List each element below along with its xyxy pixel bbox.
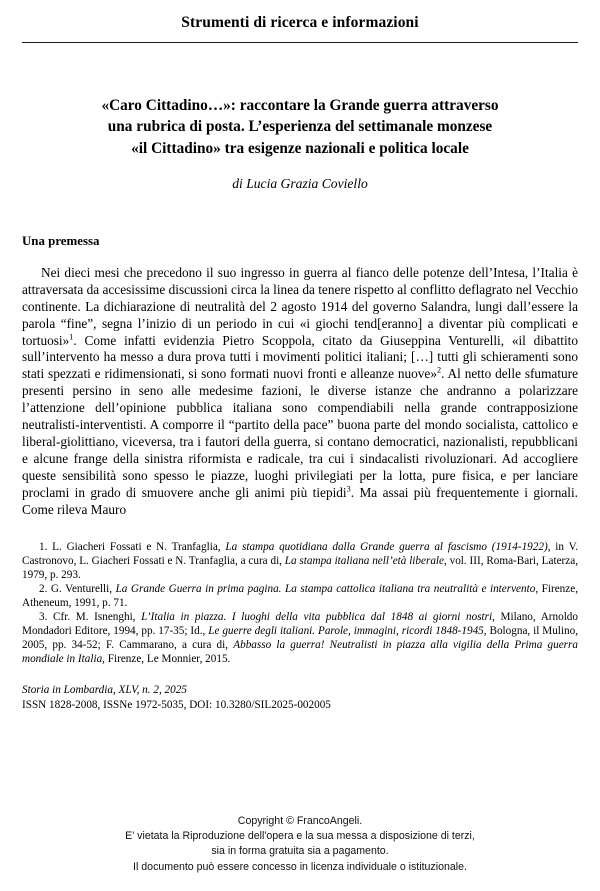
copyright-line-4: Il documento può essere concesso in licenza individuale o istituzionale. <box>133 860 467 873</box>
footnote-2: 2. G. Venturelli, La Grande Guerra in prima pagina. La stampa cattolica italiana tra neutralità e intervento, Firenze, Atheneum, 1991, p. 71. <box>22 582 578 609</box>
copyright-line-3: sia in forma gratuita sia a pagamento. <box>211 845 389 858</box>
article-title-line-1: «Caro Cittadino…»: raccontare la Grande guerra attraverso <box>101 97 499 115</box>
section-heading: Una premessa <box>22 233 100 248</box>
copyright-line-1: Copyright © FrancoAngeli. <box>237 814 363 827</box>
journal-title-line: Storia in Lombardia, XLV, n. 2, 2025 <box>22 684 187 697</box>
article-title-line-2: una rubrica di posta. L’esperienza del settimanale monzese <box>107 118 493 136</box>
journal-issn-doi-line: ISSN 1828-2008, ISSNe 1972-5035, DOI: 10.3280/SIL2025-002005 <box>22 699 331 712</box>
footnotes-block <box>22 541 578 666</box>
copyright-notice <box>0 814 600 875</box>
body-text <box>22 265 578 519</box>
article-title <box>22 95 578 158</box>
article-title-line-3: «il Cittadino» tra esigenze nazionali e politica locale <box>131 139 469 157</box>
footnote-3: 3. Cfr. M. Isnenghi, L’Italia in piazza. I luoghi della vita pubblica dal 1848 ai giorni nostri, Milano, Arnoldo Mondadori Editore, 1994, pp. 17-35; Id., Le guerre degli italiani. Parole, immagini, ricordi 1848-1945, Bologna, il Mulino, 2005, pp. 34-52; F. Cammarano, a cura di, Abbasso la guerra! Neutralisti in piazza alla vigilia della Prima guerra mondiale in Italia, Firenze, Le Monnier, 2015. <box>22 610 578 665</box>
copyright-line-2: E' vietata la Riproduzione dell'opera e la sua messa a disposizione di terzi, <box>125 829 475 842</box>
journal-identification <box>22 683 578 713</box>
running-head: Strumenti di ricerca e informazioni <box>181 14 419 31</box>
footnote-1: 1. L. Giacheri Fossati e N. Tranfaglia, La stampa quotidiana dalla Grande guerra al fascismo (1914-1922), in V. Castronovo, L. Giacheri Fossati e N. Tranfaglia, a cura di, La stampa italiana nell’età liberale, vol. III, Roma-Bari, Laterza, 1979, p. 293. <box>22 541 579 581</box>
article-author: di Lucia Grazia Coviello <box>232 175 368 191</box>
header-divider-rule <box>22 42 578 43</box>
body-paragraph: Nei dieci mesi che precedono il suo ingresso in guerra al fianco delle potenze dell’Intesa, l’Italia è attraversata da accesissime discussioni circa la linea da tenere rispetto al conflitto deflagrato nel Vecchio continente. La dichiarazione di neutralità del 2 agosto 1914 del governo Salandra, lungi dall’essere la parola “fine”, segna l’inizio di un periodo in cui «i giochi tend[eranno] a diventar più complicati e tortuosi»$^1$. Come infatti evidenzia Pietro Scoppola, citato da Giuseppina Venturelli, «il dibattito sull’intervento ha messo a dura prova tutti i movimenti politici italiani; […] tutti gli schieramenti sono stati spezzati e ridimensionati, si sono formati nuovi fronti e alleanze nuove»$^2$. Al netto delle sfumature presenti persino in seno alle medesime fazioni, le diverse istanze che andranno a polarizzare l’attenzione dell’opinione pubblica italiana sono compendiabili nella grande contrapposizione neutralisti-interventisti. A comporre il “partito della pace” buona parte del mondo socialista, cattolico e liberal-giolittiano, viceversa, tra i fautori della guerra, si contano democratici, nazionalisti, repubblicani e alcune frange della sinistra riformista e radicale, tra cui i sindacalisti rivoluzionari. Ad accogliere queste sensibilità sono spesso le piazze, luoghi privilegiati per la lotta, pure fisica, e per lanciare proclami in grado di smuovere anche gli animi più tiepidi$^3$. Ma assai più frequentemente i giornali. Come rileva Mauro <box>22 264 579 518</box>
